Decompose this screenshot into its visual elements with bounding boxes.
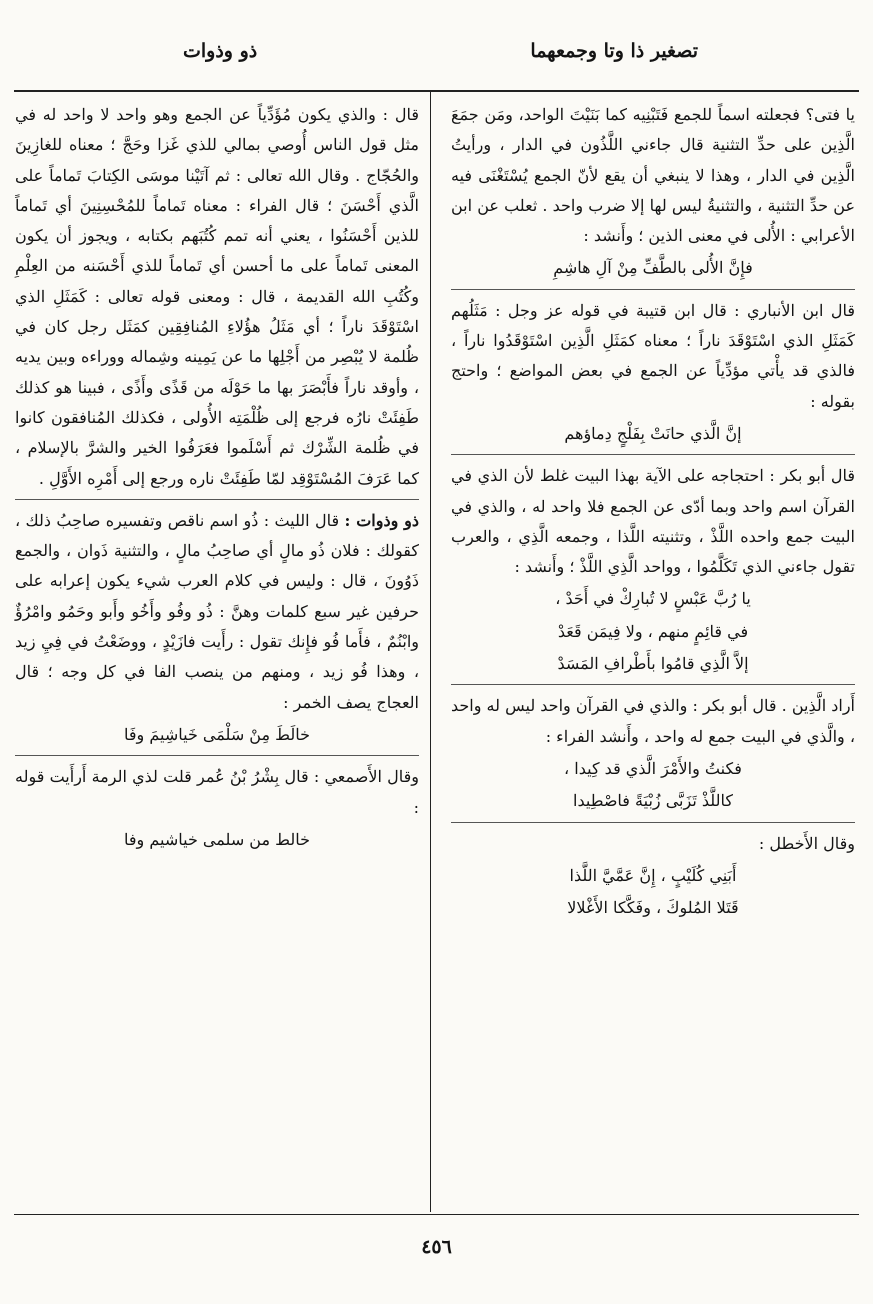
paragraph: وقال الأَصمعي : قال بِشْرُ بْنُ عُمر قلت لذي الرمة أَرأَيت قوله : xyxy=(15,767,419,817)
footer-rule xyxy=(14,1214,859,1215)
left-column xyxy=(15,100,419,857)
verse-line: قَتَلا المُلوكَ ، وفَكَّكا الأَغْلالا xyxy=(567,898,739,918)
verse-line: يا رُبَّ عَبْسٍ لا تُبارِكْ في أَحَدْ ، xyxy=(555,589,751,609)
running-header-right: تصغير ذا وتا وجمعهما xyxy=(530,40,698,62)
verse-line: إلاَّ الَّذِي قامُوا بأَطْرافِ المَسَدْ xyxy=(557,654,749,674)
entry-text: قال الليث : ذُو اسم ناقص وتفسيره صاحِبُ ذلك ، كقولك : فلان ذُو مالٍ أي صاحِبُ مالٍ ، والتثنية ذَوان ، والجمع ذَوُونَ ، قال : وليس في كلام العرب شيء يكون إعرابه على حرفين غير سبع كلمات وهنَّ : ذُو وفُو وأَخُو وأَبو وحَمُو وامْرُؤٌ وابْنُمٌ ، فأَما فُو فإِنك تقول : رأَيت فازَيْدٍ ، ووضَعْتُ في فِيِ زيد ، وهذا فُو زيد ، ومنهم من ينصب الفا في كل وجه ؛ قال العجاج يصف الخمر : xyxy=(15,510,420,712)
verse-line: إنَّ الَّذي حانَتْ بِفَلْجٍ دِماؤهم xyxy=(564,423,742,443)
column-divider xyxy=(430,92,431,1212)
verse-line: خالط من سلمى خياشيم وفا xyxy=(124,829,310,849)
right-column xyxy=(451,100,855,925)
paragraph: قال : والذي يكون مُؤَدِّياً عن الجمع وهو واحد لا واحد له في مثل قول الناس أُوصي بمالي للذي غَزا وحَجَّ ؛ معناه للغازِينَ والحُجّاج . وقال الله تعالى : ثم آتَيْنا موسَى الكِتابَ تَماماً على الَّذي أَحْسَنَ ؛ قال الفراء : معناه تَماماً للمُحْسِنِينَ أي تَماماً للذين أَحْسَنُوا ، يعني أنه تمم كُتُبَهم بكتابه ، ويجوز أن يكون المعنى تَماماً على ما أحسن أي تَماماً للذي أَحْسَنه من العِلْمِ وكُتُبِ الله القديمة ، قال : ومعنى قوله تعالى : كَمَثَلِ الذي اسْتَوْقَدَ ناراً ؛ أي مَثَلُ هؤُلاءِ المُنافِقِين كمَثَل رجل كان في ظُلمة لا يُبْصِر من أَجْلِها ما عن يَمِينه وشِماله ووراءه وبين يديه ، وأوقد ناراً فأَبْصَرَ بها ما حَوْلَه من قَذًى وأَذًى ، فبينا هو كذلك طَفِئَتْ نارُه فرجع إلى ظُلْمَتِه الأُولى ، فكذلك المُنافقون كانوا في ظُلمة الشِّرْك ثم أَسْلَموا فعَرَفُوا الخير والشرَّ بالإسلام ، كما عَرَفَ المُسْتَوْقِد لمّا طَفِئَتْ ناره ورجع إلى أَمْرِه الأَوَّلِ . xyxy=(15,105,419,488)
verse-separator xyxy=(451,822,855,823)
paragraph: وقال الأَخطل : xyxy=(758,833,855,853)
verse-separator xyxy=(15,499,419,500)
verse-line: خالَطَ مِنْ سَلْمَى خَياشِيمَ وفَا xyxy=(124,724,310,744)
entry-headword: ذو وذوات : xyxy=(344,510,420,530)
verse-line: أَبَنِي كُلَيْبٍ ، إِنَّ عَمَّيَّ اللَّذا xyxy=(569,865,737,885)
running-header-left: ذو وذوات xyxy=(183,40,258,62)
paragraph xyxy=(15,506,419,718)
verse-separator xyxy=(15,755,419,756)
header-rule xyxy=(14,90,859,92)
paragraph: يا فتى؟ فجعلته اسماً للجمع فَتَبْنِيه كما بَنَيْتَ الواحد، ومَن جمَعَ الَّذِين على حدِّ التثنية قال جاءني اللَّذُون في الدار ، ورأيتُ الَّذِين في الدار ، وهذا لا ينبغي أن يقع لأنّ الجمع يُسْتَغْنَى فيه عن حدِّ التثنية ، والتثنيةُ ليس لها إلا ضرب واحد . ثعلب عن ابن الأعرابي : الأُلى في معنى الذين ؛ وأَنشد : xyxy=(451,105,855,246)
page-number: ٤٥٦ xyxy=(421,1236,452,1258)
verse-separator xyxy=(451,289,855,290)
verse-separator xyxy=(451,454,855,455)
verse-line: فإِنَّ الأُلى بالطَّفِّ مِنْ آلِ هاشِمِ xyxy=(553,258,753,278)
verse-separator xyxy=(451,684,855,685)
paragraph: قال ابن الأنباري : قال ابن قتيبة في قوله عز وجل : مَثَلُهم كَمَثَلِ الذي اسْتَوْقَدَ ناراً ؛ معناه كمَثَلِ الَّذِين اسْتَوْقَدُوا ناراً ، فالذي قد يأْتي مؤدِّياً عن الجمع في بعض المواضع ؛ واحتج بقوله : xyxy=(451,300,855,411)
paragraph: قال أبو بكر : احتجاجه على الآية بهذا البيت غلط لأن الذي في القرآن اسم واحد وبما أدّى عن الجمع فلا واحد له ، والذي في البيت جمع واحده اللَّذْ ، وتثنيته اللَّذا ، وجمعه الَّذِي ، والعرب تقول جاءني الذي تَكَلَّمُوا ، وواحد الَّذِي اللَّذْ ؛ وأَنشد : xyxy=(451,466,855,577)
verse-line: في قائِمٍ منهم ، ولا فِيمَن قَعَدْ xyxy=(557,621,749,641)
paragraph: أَراد الَّذِين . قال أبو بكر : والذي في القرآن واحد ليس له واحد ، والَّذي في البيت جمع له واحد ، وأَنشد الفراء : xyxy=(451,696,855,746)
verse-line: فكنتُ والأَمْرَ الَّذي قد كِيدا ، xyxy=(564,758,742,778)
verse-line: كاللَّذْ تَزَبَّى زُبْيَةً فاصْطِيدا xyxy=(573,791,733,811)
